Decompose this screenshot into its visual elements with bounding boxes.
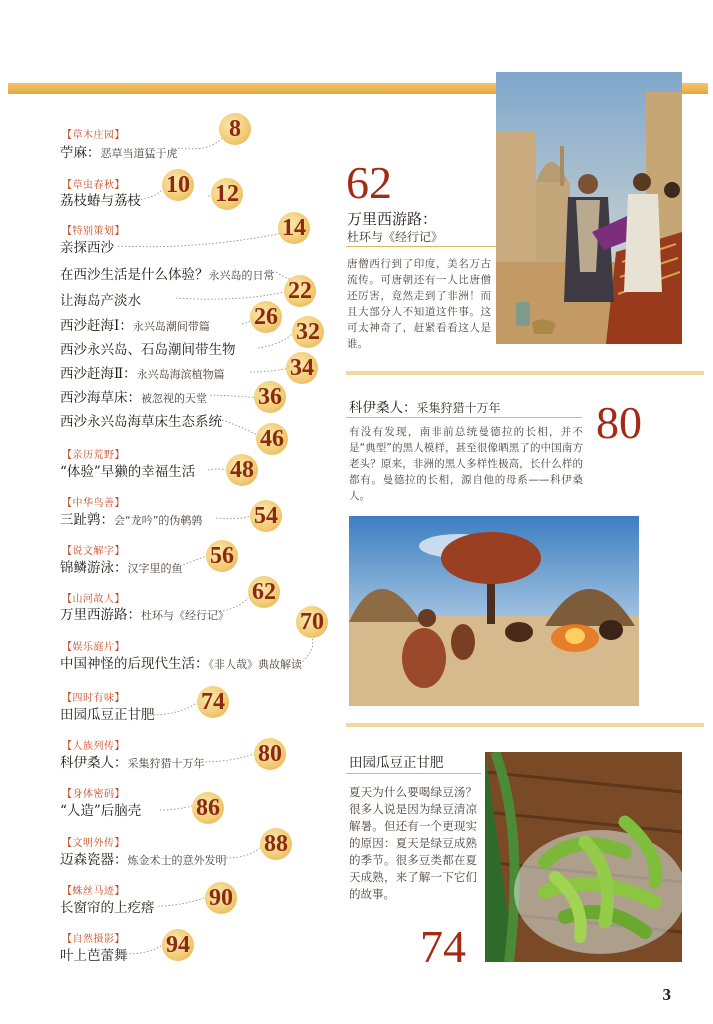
toc-entry-title[interactable]: 中国神怪的后现代生活：《非人哉》典故解读 xyxy=(60,656,302,672)
toc-entry-title[interactable]: “人造”后脑壳 xyxy=(60,803,142,819)
toc-category: 【身体密码】 xyxy=(62,789,125,800)
page-number-badge[interactable]: 90 xyxy=(205,882,237,914)
toc-entry-title[interactable]: 苧麻：恶草当道猛于虎 xyxy=(60,145,178,161)
feature-title[interactable]: 万里西游路： xyxy=(347,210,438,228)
feature-divider xyxy=(346,246,496,247)
page-number: 3 xyxy=(662,985,671,1004)
feature-subtitle: 杜环与《经行记》 xyxy=(347,230,444,244)
toc-category: 【特别策划】 xyxy=(62,226,125,237)
page-number-badge[interactable]: 26 xyxy=(250,301,282,333)
page-number-badge[interactable]: 88 xyxy=(260,828,292,860)
toc-entry-title[interactable]: 西沙永兴岛、石岛潮间带生物 xyxy=(60,342,236,358)
toc-entry-title[interactable]: 荔枝蝽与荔枝 xyxy=(60,193,141,209)
toc-entry-title[interactable]: 长窗帘的上疙瘩 xyxy=(60,900,155,916)
page-number-badge[interactable]: 62 xyxy=(248,576,280,608)
page-number-badge[interactable]: 46 xyxy=(256,423,288,455)
feature-title[interactable]: 科伊桑人：采集狩猎十万年 xyxy=(349,400,501,416)
toc-entry-title[interactable]: 西沙海草床：被忽视的天堂 xyxy=(60,390,207,406)
page-number-badge[interactable]: 56 xyxy=(206,540,238,572)
toc-category: 【蛛丝马迹】 xyxy=(62,886,125,897)
feature-title[interactable]: 田园瓜豆正甘肥 xyxy=(349,755,444,771)
toc-entry-title[interactable]: 在西沙生活是什么体验？永兴岛的日常 xyxy=(60,267,275,283)
toc-category: 【中华鸟善】 xyxy=(62,498,125,509)
toc-entry-title[interactable]: 西沙永兴岛海草床生态系统 xyxy=(60,414,222,430)
feature-divider xyxy=(346,417,582,418)
page-number-badge[interactable]: 22 xyxy=(284,275,316,307)
page-number-badge[interactable]: 80 xyxy=(254,738,286,770)
page-number-badge[interactable]: 8 xyxy=(219,113,251,145)
toc-category: 【自然摄影】 xyxy=(62,934,125,945)
toc-entry-title[interactable]: 西沙赶海Ⅱ：永兴岛海滨植物篇 xyxy=(60,366,225,382)
page-number-badge[interactable]: 70 xyxy=(296,606,328,638)
page-number-badge[interactable]: 32 xyxy=(292,316,324,348)
feature-divider xyxy=(346,773,481,774)
feature-photo-khoisan xyxy=(349,516,639,706)
page-number-badge[interactable]: 94 xyxy=(162,929,194,961)
page-number-badge[interactable]: 36 xyxy=(254,381,286,413)
toc-entry-title[interactable]: 锦鳞游泳：汉字里的鱼 xyxy=(60,560,183,576)
toc-category: 【山河故人】 xyxy=(62,594,125,605)
toc-entry-title[interactable]: 叶上芭蕾舞 xyxy=(60,948,128,964)
section-divider xyxy=(346,371,704,375)
page-number-badge[interactable]: 86 xyxy=(192,792,224,824)
toc-entry-title[interactable]: “体验”早獭的幸福生活 xyxy=(60,464,196,480)
feature-illustration-travelers xyxy=(496,72,682,344)
page-number-badge[interactable]: 12 xyxy=(211,178,243,210)
toc-category: 【人族列传】 xyxy=(62,741,125,752)
toc-entry-title[interactable]: 迈森瓷器：炼金术士的意外发明 xyxy=(60,852,227,868)
toc-category: 【娱乐庭片】 xyxy=(62,642,125,653)
feature-page-number[interactable]: 80 xyxy=(596,397,642,448)
toc-entry-title[interactable]: 万里西游路：杜环与《经行记》 xyxy=(60,607,229,623)
toc-category: 【说文解字】 xyxy=(62,546,125,557)
page-number-badge[interactable]: 74 xyxy=(197,686,229,718)
feature-text: 夏天为什么要喝绿豆汤？很多人说是因为绿豆清凉解暑。但还有一个更现实的原因：夏天是绿豆成熟的季节。很多豆类都在夏天成熟，来了解一下它们的故事。 xyxy=(349,785,477,901)
page-number-badge[interactable]: 54 xyxy=(250,500,282,532)
page-number-badge[interactable]: 14 xyxy=(278,212,310,244)
page-number-badge[interactable]: 34 xyxy=(286,352,318,384)
feature-page-number[interactable]: 62 xyxy=(346,157,392,208)
toc-category: 【四时有味】 xyxy=(62,693,125,704)
toc-entry-title[interactable]: 三趾鹑：会“龙吟”的伪鹌鹑 xyxy=(60,512,203,528)
toc-category: 【亲历荒野】 xyxy=(62,450,125,461)
toc-entry-title[interactable]: 亲探西沙 xyxy=(60,240,114,256)
toc-entry-title[interactable]: 科伊桑人：采集狩猎十万年 xyxy=(60,755,205,771)
feature-photo-soybeans xyxy=(485,752,682,962)
toc-entry-title[interactable]: 田园瓜豆正甘肥 xyxy=(60,707,155,723)
toc-category: 【草虫春秋】 xyxy=(62,180,125,191)
feature-page-number[interactable]: 74 xyxy=(420,921,466,972)
feature-text: 有没有发现，南非前总统曼德拉的长相，并不是“典型”的黑人模样，甚至很像晒黑了的中国南方老头？原来，非洲的黑人多样性极高，长什么样的都有。曼德拉的长相，源自他的母系——科伊桑人。 xyxy=(349,426,583,502)
page-number-badge[interactable]: 48 xyxy=(226,454,258,486)
toc-category: 【草木庄园】 xyxy=(62,130,125,141)
page-number-badge[interactable]: 10 xyxy=(162,169,194,201)
feature-text: 唐僧西行到了印度，美名万古流传。可唐朝还有一人比唐僧还厉害，竟然走到了非洲！而且大部分人不知道这件事。这可太神奇了，赶紧看看这人是谁。 xyxy=(347,258,491,350)
toc-entry-title[interactable]: 西沙赶海Ⅰ：永兴岛潮间带篇 xyxy=(60,318,210,334)
toc-entry-title[interactable]: 让海岛产淡水 xyxy=(60,293,141,309)
toc-category: 【文明外传】 xyxy=(62,838,125,849)
section-divider xyxy=(346,723,704,727)
table-of-contents xyxy=(0,0,340,1024)
